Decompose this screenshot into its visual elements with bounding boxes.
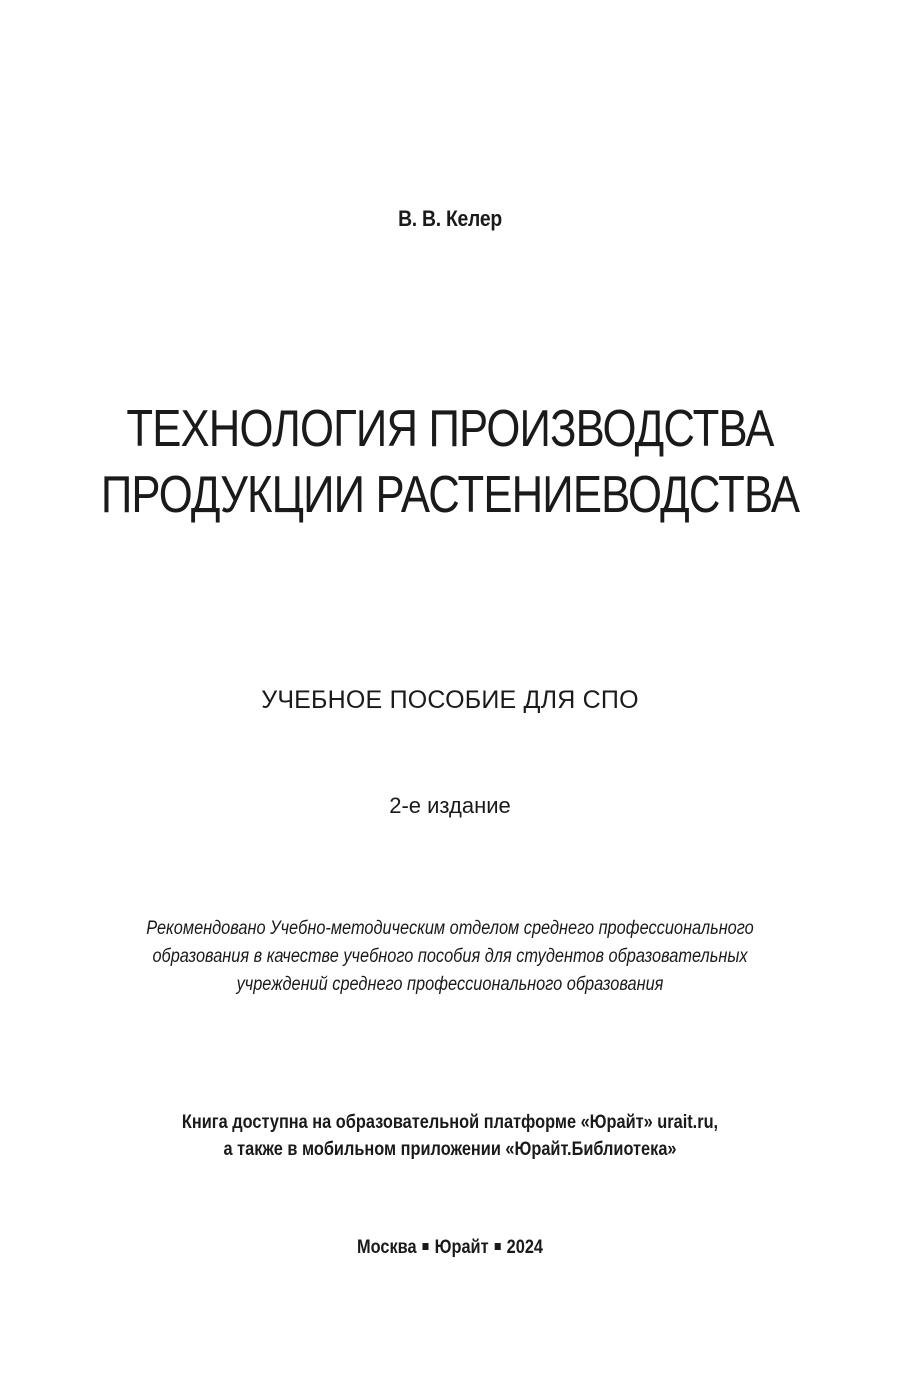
availability-note [63,1109,837,1163]
recommendation-note [63,915,837,999]
book-title-line-2: ПРОДУКЦИИ РАСТЕНИЕВОДСТВА [100,466,800,524]
book-title [72,396,828,528]
imprint-publisher: Юрайт [434,1237,489,1258]
imprint-city: Москва [356,1237,417,1258]
imprint-year: 2024 [506,1237,544,1258]
recommendation-line-3: учреждений среднего профессионального образования [236,974,664,995]
availability-line-2: а также в мобильном приложении «Юрайт.Библиотека» [223,1139,677,1160]
author-name: В. В. Келер [398,206,502,231]
square-separator-icon [495,1243,501,1250]
edition-label: 2-е издание [389,793,511,818]
square-separator-icon [423,1243,429,1250]
book-title-line-1: ТЕХНОЛОГИЯ ПРОИЗВОДСТВА [126,400,774,458]
imprint [63,1237,837,1259]
recommendation-line-1: Рекомендовано Учебно-методическим отделом среднего профессионального [146,918,754,939]
recommendation-line-2: образования в качестве учебного пособия для студентов образовательных [152,946,748,967]
availability-line-1: Книга доступна на образовательной платформе «Юрайт» urait.ru, [181,1112,719,1133]
book-subtitle: УЧЕБНОЕ ПОСОБИЕ ДЛЯ СПО [261,686,639,714]
